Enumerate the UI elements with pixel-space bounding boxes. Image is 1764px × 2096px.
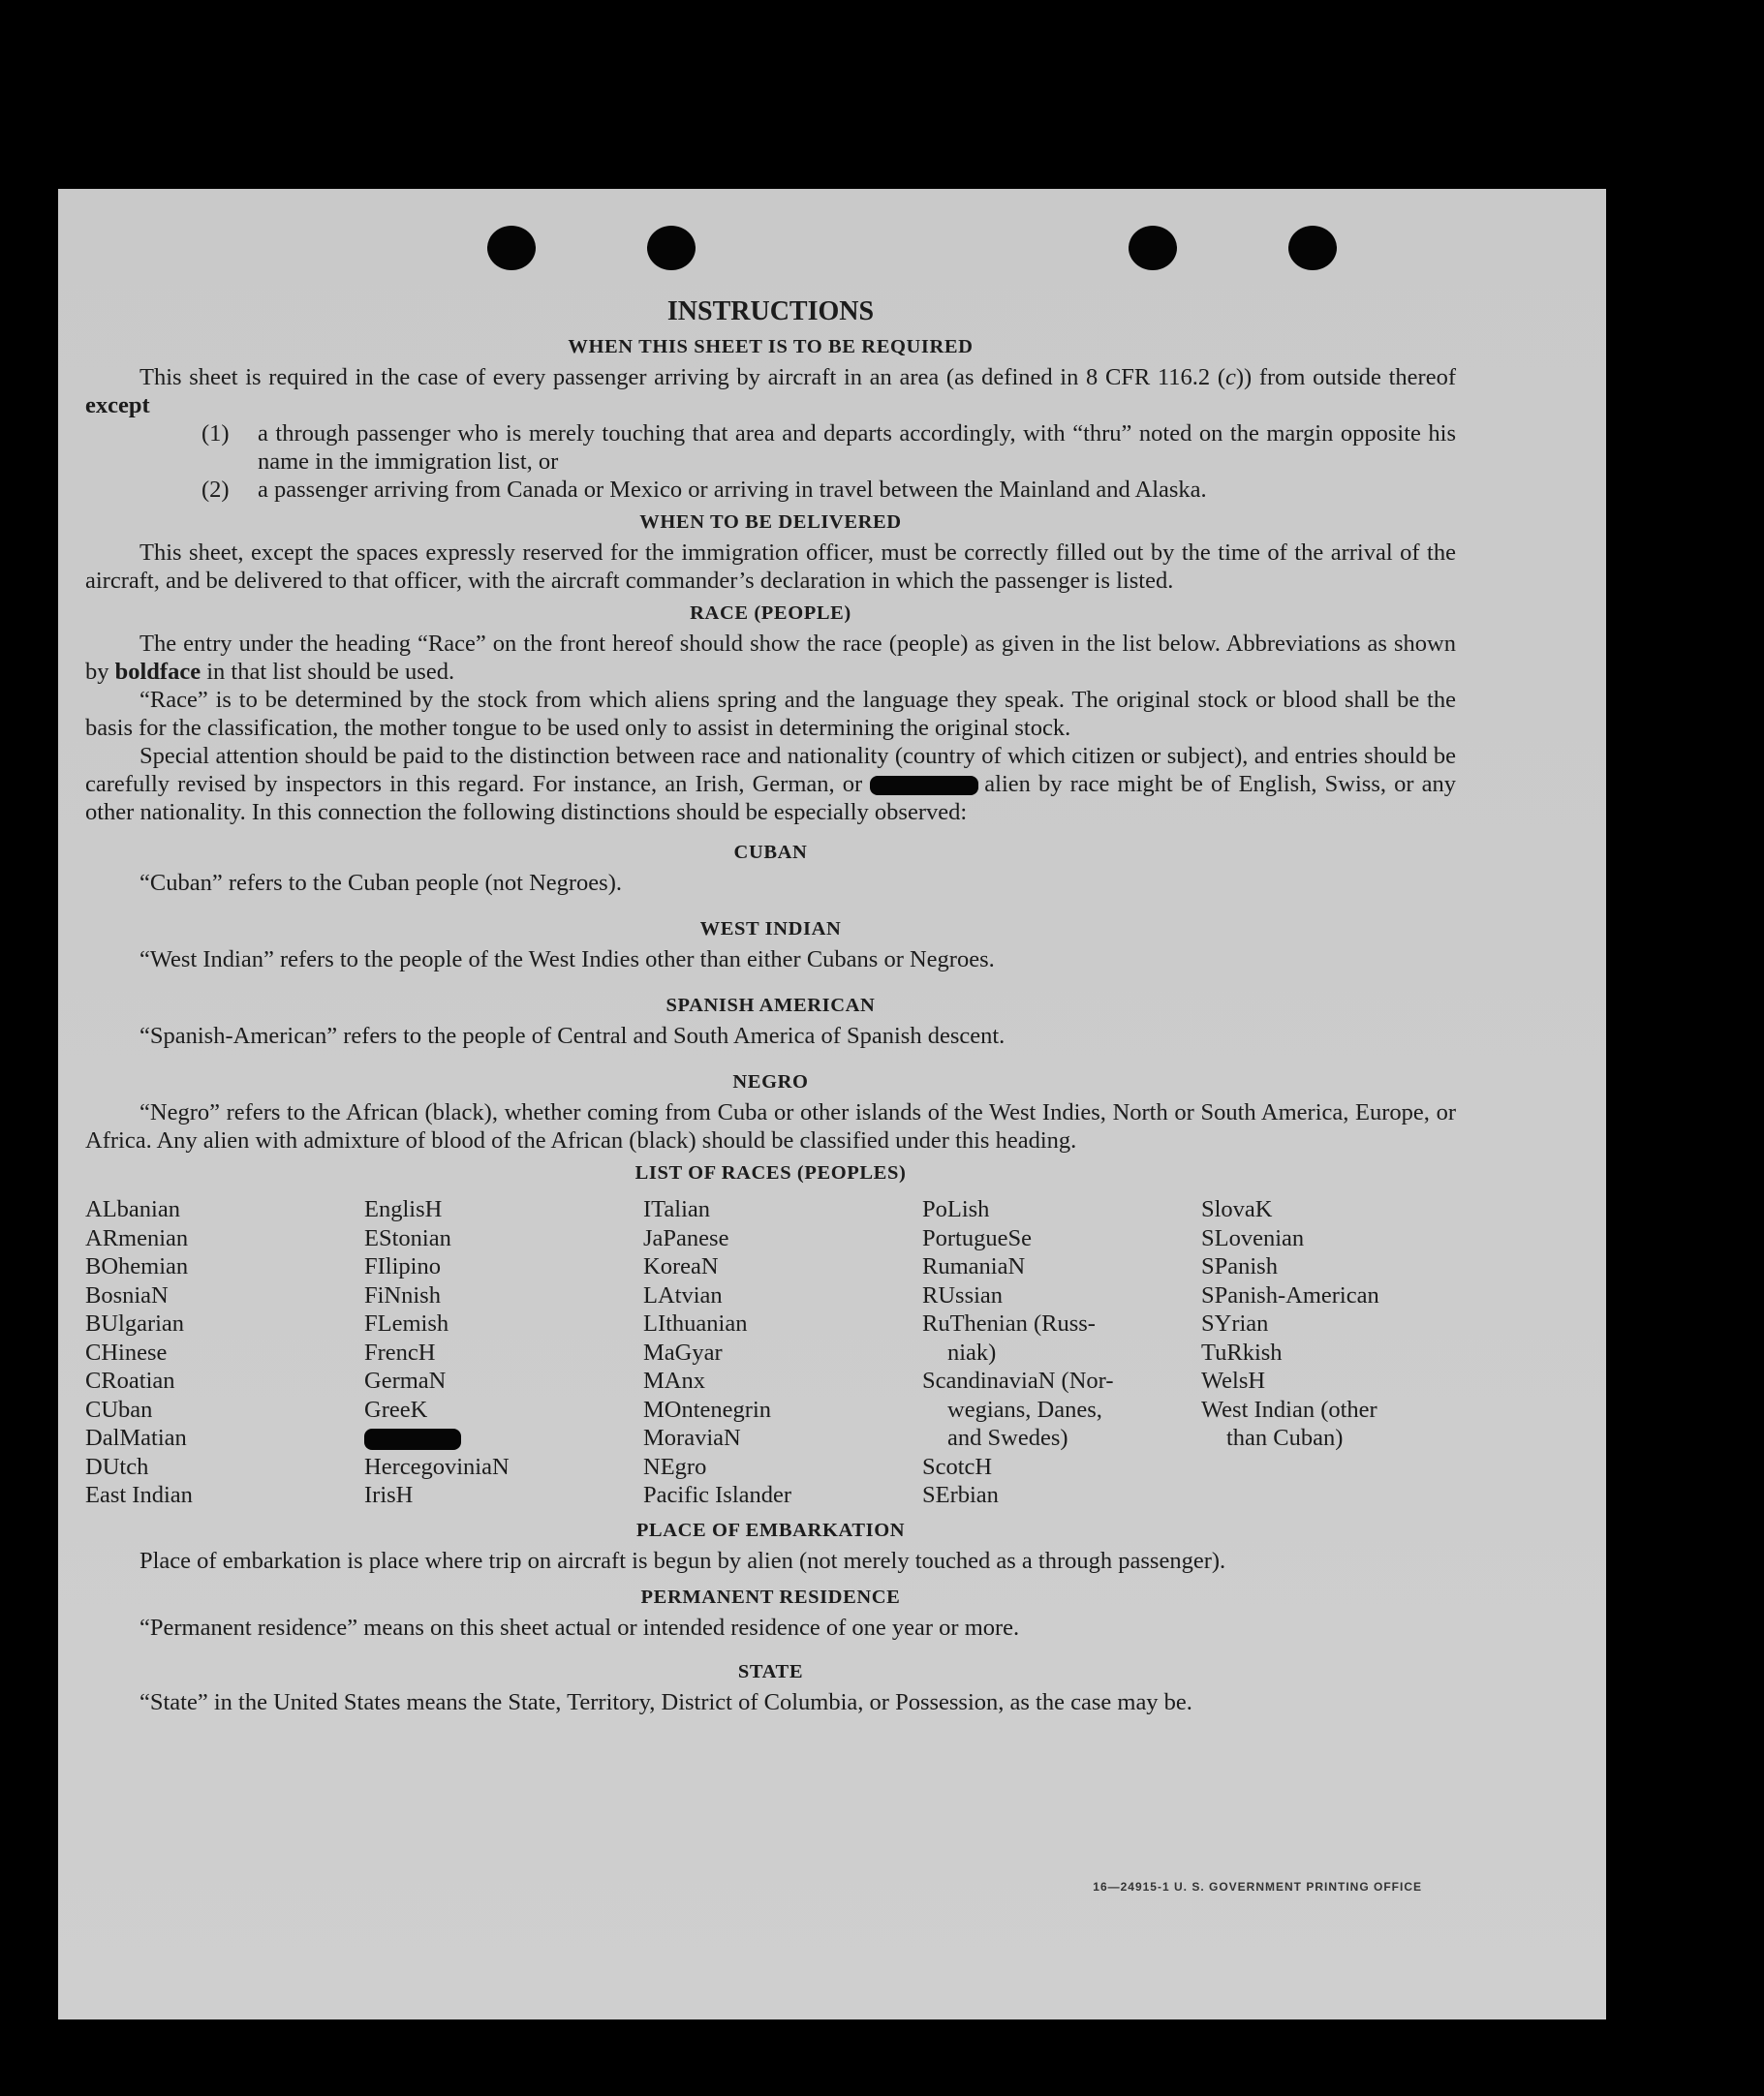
heading-required: WHEN THIS SHEET IS TO BE REQUIRED — [568, 336, 974, 357]
race-p1-bold: boldface — [114, 659, 201, 685]
race-entry: RuThenian (Russ- — [922, 1310, 1096, 1337]
race-paragraph-2: “Race” is to be determined by the stock from which aliens spring and the language they speak. The original stock or blood shall be the basis for the classification, the mother tongue to be used only to assist in determining the original stock. — [85, 687, 1456, 741]
races-column-5 — [1201, 1195, 1453, 1510]
race-entry: LIthuanian — [643, 1310, 748, 1337]
heading-delivered: WHEN TO BE DELIVERED — [639, 511, 902, 533]
race-entry: FiNnish — [364, 1281, 441, 1309]
printing-office-code: 16—24915-1 U. S. GOVERNMENT PRINTING OFFICE — [1093, 1880, 1422, 1894]
race-entry: FLemish — [364, 1310, 449, 1337]
race-entry: IrisH — [364, 1482, 414, 1508]
intro-text-a: This sheet is required in the case of every passenger arriving by aircraft in an area (as defined in 8 CFR 116.2 ( — [139, 364, 1225, 390]
heading-embarkation: PLACE OF EMBARKATION — [635, 1519, 906, 1541]
heading-negro: NEGRO — [732, 1071, 809, 1093]
race-entry: SLovenian — [1201, 1224, 1305, 1251]
race-entry: SErbian — [922, 1482, 999, 1508]
cuban-text: “Cuban” refers to the Cuban people (not Negroes). — [139, 870, 622, 896]
race-entry: KoreaN — [643, 1253, 719, 1279]
race-entry: Pacific Islander — [643, 1482, 792, 1508]
heading-cuban: CUBAN — [733, 842, 808, 863]
race-entry: FIlipino — [364, 1253, 441, 1279]
race-entry: SPanish-American — [1201, 1281, 1379, 1309]
state-text: “State” in the United States means the State, Territory, District of Columbia, or Possession, as the case may be. — [139, 1688, 1192, 1715]
race-p1-a: The entry under the heading “Race” on the front hereof should show the race (people) as given in the list below. Abbreviations as shown by — [85, 631, 1456, 685]
race-entry: GreeK — [364, 1396, 428, 1423]
race-entry: BOhemian — [85, 1253, 189, 1279]
required-item — [201, 476, 1456, 504]
race-entry-continued: wegians, Danes, — [947, 1396, 1102, 1423]
race-entry: DUtch — [85, 1453, 149, 1480]
race-entry-continued: niak) — [947, 1339, 997, 1366]
race-entry: GermaN — [364, 1368, 447, 1394]
heading-west-indian: WEST INDIAN — [699, 918, 842, 940]
race-entry: TuRkish — [1201, 1339, 1283, 1366]
race-entry: SlovaK — [1201, 1196, 1273, 1222]
residence-text: “Permanent residence” means on this sheet actual or intended residence of one year or more. — [139, 1614, 1020, 1641]
race-entry: CHinese — [85, 1339, 168, 1366]
delivered-text: This sheet, except the spaces expressly reserved for the immigration officer, must be correctly filled out by the time of the arrival of the aircraft, and be delivered to that officer, with the aircraft commander’s declaration in which the passenger is listed. — [85, 539, 1456, 594]
race-entry: RUssian — [922, 1281, 1004, 1309]
page-title: INSTRUCTIONS — [666, 296, 875, 326]
heading-list-of-races: LIST OF RACES (PEOPLES) — [634, 1162, 907, 1184]
race-entry: RumaniaN — [922, 1253, 1026, 1279]
race-entry: CRoatian — [85, 1368, 175, 1394]
race-entry: MAnx — [643, 1368, 705, 1394]
intro-text-c: c — [1225, 364, 1236, 390]
intro-except: except — [85, 392, 150, 418]
required-intro — [85, 363, 1456, 419]
heading-race: RACE (PEOPLE) — [690, 602, 851, 624]
race-paragraph-3 — [85, 742, 1456, 826]
races-list — [85, 1195, 1456, 1510]
race-entry: ALbanian — [85, 1196, 180, 1222]
punch-hole — [1129, 226, 1177, 270]
redaction-mark — [870, 776, 978, 795]
race-entry: MaGyar — [643, 1339, 723, 1366]
race-entry: SPanish — [1201, 1253, 1278, 1279]
redaction-mark — [364, 1429, 461, 1450]
heading-state: STATE — [737, 1660, 804, 1682]
heading-residence: PERMANENT RESIDENCE — [640, 1586, 901, 1608]
race-p1-b: in that list should be used. — [201, 659, 455, 685]
race-entry: West Indian (other — [1201, 1396, 1377, 1423]
negro-text: “Negro” refers to the African (black), whether coming from Cuba or other islands of the West Indies, North or South America, Europe, or Africa. Any alien with admixture of blood of the African (black) should be classified under this heading. — [85, 1099, 1456, 1154]
race-p3-a: Special attention should be paid to the distinction between race and nationality (country of which citizen or subject), and entries should be carefully revised by inspectors in this regard. For instance, an Irish, German, or — [85, 743, 1456, 797]
races-column-4 — [922, 1195, 1201, 1510]
race-entry: BosniaN — [85, 1281, 169, 1309]
instructions-content — [85, 295, 1456, 1716]
race-entry: MoraviaN — [643, 1425, 741, 1451]
item-number: (2) — [201, 477, 230, 503]
race-entry: LAtvian — [643, 1281, 723, 1309]
race-entry: FrencH — [364, 1339, 436, 1366]
race-entry-continued: and Swedes) — [947, 1425, 1068, 1451]
race-entry: WelsH — [1201, 1368, 1266, 1394]
race-entry: EStonian — [364, 1224, 451, 1251]
race-entry: ITalian — [643, 1196, 711, 1222]
race-entry-redacted — [364, 1424, 643, 1453]
race-entry: PoLish — [922, 1196, 990, 1222]
item-number: (1) — [201, 420, 230, 447]
race-entry: ARmenian — [85, 1224, 189, 1251]
race-entry: BUlgarian — [85, 1310, 185, 1337]
punch-hole — [1288, 226, 1337, 270]
document-sheet — [58, 189, 1606, 2019]
race-entry: East Indian — [85, 1482, 193, 1508]
races-column-2 — [364, 1195, 643, 1510]
race-entry: HercegoviniaN — [364, 1453, 510, 1480]
race-entry: DalMatian — [85, 1425, 187, 1451]
race-p3-b: alien by race might be of English, Swiss, or any other nationality. In this connection the following distinctions should be especially observed: — [85, 771, 1456, 825]
race-entry: JaPanese — [643, 1224, 729, 1251]
race-entry-continued: than Cuban) — [1226, 1425, 1344, 1451]
punch-hole — [487, 226, 536, 270]
race-entry: EnglisH — [364, 1196, 443, 1222]
race-entry: PortugueSe — [922, 1224, 1032, 1251]
races-column-3 — [643, 1195, 922, 1510]
race-entry: SYrian — [1201, 1310, 1269, 1337]
item-text: a passenger arriving from Canada or Mexico or arriving in travel between the Mainland and Alaska. — [258, 477, 1207, 503]
heading-spanish-american: SPANISH AMERICAN — [665, 995, 876, 1016]
spanish-american-text: “Spanish-American” refers to the people of Central and South America of Spanish descent. — [139, 1023, 1006, 1049]
intro-text-b: )) from outside thereof — [1235, 364, 1456, 390]
races-column-1 — [85, 1195, 364, 1510]
punch-hole — [647, 226, 696, 270]
race-entry: CUban — [85, 1396, 153, 1423]
race-entry: ScandinaviaN (Nor- — [922, 1368, 1114, 1394]
item-text: a through passenger who is merely touching that area and departs accordingly, with “thru” noted on the margin opposite his name in the immigration list, or — [258, 420, 1456, 475]
race-entry: ScotcH — [922, 1453, 993, 1480]
race-entry: NEgro — [643, 1453, 707, 1480]
west-indian-text: “West Indian” refers to the people of the West Indies other than either Cubans or Negroes. — [139, 946, 995, 972]
required-item — [201, 419, 1456, 476]
race-paragraph-1 — [85, 630, 1456, 686]
embarkation-text: Place of embarkation is place where trip on aircraft is begun by alien (not merely touched as a through passenger). — [139, 1547, 1226, 1574]
race-entry: MOntenegrin — [643, 1396, 771, 1423]
